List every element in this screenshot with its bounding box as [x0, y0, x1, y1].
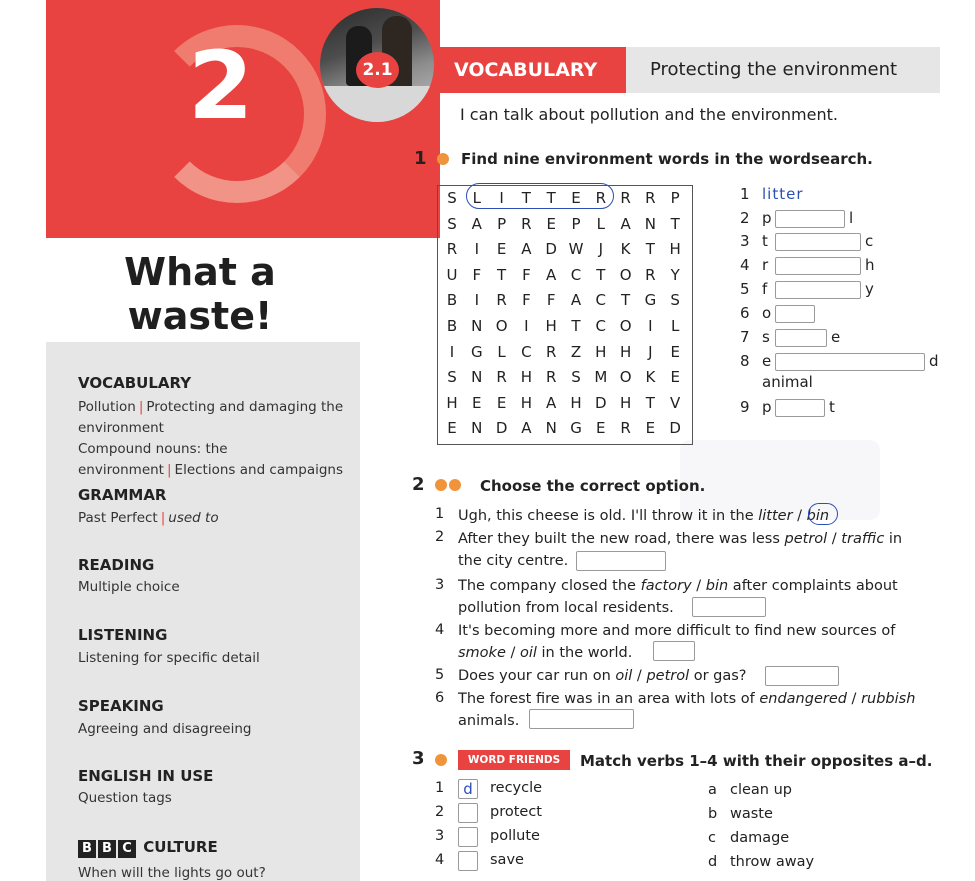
wordsearch-cell[interactable]: S — [571, 368, 581, 387]
wordsearch-cell[interactable]: N — [471, 419, 483, 438]
ex1-answer-start: e — [762, 352, 772, 370]
wordsearch-cell[interactable]: C — [570, 265, 582, 284]
wordsearch-cell[interactable]: M — [594, 368, 608, 387]
wordsearch-cell[interactable]: F — [472, 265, 482, 284]
wordsearch-cell[interactable]: I — [648, 317, 653, 335]
wordsearch-cell[interactable]: B — [446, 317, 458, 335]
photo-table — [320, 86, 434, 122]
ex3-verb-number: 3 — [435, 828, 445, 844]
wordsearch-cell[interactable]: R — [496, 368, 507, 387]
ex1-number: 1 — [414, 148, 427, 169]
wordsearch-cell[interactable]: A — [620, 214, 631, 233]
wordsearch-cell[interactable]: T — [645, 393, 655, 412]
wordsearch-cell[interactable]: P — [497, 214, 507, 233]
ex1-answer-number: 7 — [740, 328, 750, 346]
wordsearch-cell[interactable]: N — [471, 368, 483, 387]
ex1-answer-start: s — [762, 328, 770, 346]
wordsearch-cell[interactable]: L — [472, 189, 481, 207]
contents-vocab-item: Pollution — [78, 399, 136, 415]
wordsearch-cell[interactable]: L — [497, 342, 506, 361]
wordsearch-cell[interactable]: D — [495, 419, 508, 438]
wordsearch-cell[interactable]: H — [446, 393, 458, 412]
ex3-verb: pollute — [490, 828, 540, 844]
ex1-answer-end: d — [929, 352, 939, 370]
ex2-answer-box[interactable] — [653, 641, 695, 661]
ex1-answer-number: 8 — [740, 352, 750, 370]
ex2-answer-box[interactable] — [692, 597, 766, 617]
bbc-logo-b1: B — [78, 840, 96, 858]
ex1-answer-number: 1 — [740, 185, 750, 203]
ex1-answer-start: t — [762, 232, 768, 250]
ex2-answer-box[interactable] — [576, 551, 666, 571]
ex1-answer-box[interactable] — [775, 233, 861, 251]
ex3-verb: save — [490, 852, 524, 868]
wordsearch-cell[interactable]: I — [474, 291, 480, 310]
wordsearch-cell[interactable]: L — [671, 317, 680, 335]
wordsearch-cell[interactable]: L — [596, 214, 605, 233]
ex3-opposite: throw away — [730, 854, 815, 870]
difficulty-dot — [449, 479, 461, 491]
wordsearch-cell[interactable]: I — [474, 240, 480, 259]
wordsearch-cell[interactable]: H — [619, 342, 632, 361]
contents-grammar-sub — [78, 508, 348, 529]
ex3-verb: recycle — [490, 780, 543, 796]
ex1-answer-number: 2 — [740, 209, 750, 227]
wordsearch-cell[interactable]: S — [447, 368, 457, 387]
wordsearch-cell[interactable]: R — [545, 368, 557, 387]
wordsearch-cell[interactable]: K — [620, 240, 631, 259]
wordsearch-cell[interactable]: R — [446, 240, 458, 259]
wordsearch-cell[interactable]: R — [620, 419, 631, 438]
ex3-opposite-letter: a — [708, 782, 717, 798]
wordsearch-cell[interactable]: C — [595, 317, 607, 335]
ex1-answer-box[interactable] — [775, 210, 845, 228]
wordsearch-cell[interactable]: A — [521, 240, 532, 259]
ex2-answer-box[interactable] — [765, 666, 839, 686]
ex1-answer-box[interactable] — [775, 305, 815, 323]
wordsearch-cell[interactable]: O — [495, 317, 508, 335]
wordsearch-cell[interactable]: E — [645, 419, 656, 438]
difficulty-dot — [435, 479, 447, 491]
ex3-opposite-letter: d — [708, 854, 718, 870]
wordsearch-cell[interactable]: N — [545, 419, 557, 438]
ex1-answer-box[interactable] — [775, 329, 827, 347]
ex2-sentence: Ugh, this cheese is old. I'll throw it in the litter / bin — [458, 508, 830, 524]
ex2-item-number: 4 — [435, 622, 445, 638]
ex3-opposite-letter: b — [708, 806, 718, 822]
contents-english-in-use-head: ENGLISH IN USE — [78, 767, 214, 785]
wordsearch-cell[interactable]: I — [449, 342, 455, 361]
contents-vocab-item: Protecting and damaging the environment — [78, 399, 344, 436]
wordsearch-cell[interactable]: T — [546, 189, 556, 207]
wordsearch-cell[interactable]: A — [471, 214, 482, 233]
wordsearch-cell[interactable]: A — [546, 393, 557, 412]
ex1-answer-end: t — [829, 398, 835, 416]
wordsearch-cell[interactable]: C — [521, 342, 532, 361]
wordsearch-cell[interactable]: H — [520, 368, 533, 387]
wordsearch-cell[interactable]: E — [546, 214, 556, 233]
ex2-item-number: 2 — [435, 529, 445, 545]
wordsearch-cell[interactable]: F — [522, 265, 531, 284]
wordsearch-cell[interactable]: A — [546, 265, 557, 284]
ex3-opposite-letter: c — [708, 830, 716, 846]
ex1-answer-number: 4 — [740, 256, 750, 274]
wordsearch-cell[interactable]: R — [521, 214, 532, 233]
unit-title-line2: waste! — [127, 294, 273, 338]
wordsearch-cell[interactable]: O — [619, 265, 632, 284]
wordsearch-cell[interactable]: T — [670, 214, 680, 233]
ex3-opposite: clean up — [730, 782, 793, 798]
ex1-answer-number: 6 — [740, 304, 750, 322]
wordsearch-cell[interactable]: A — [570, 291, 582, 310]
ex1-answer-box[interactable] — [775, 257, 861, 275]
ex1-answer-box[interactable] — [775, 399, 825, 417]
wordsearch-cell[interactable]: G — [470, 342, 483, 361]
topic-tab: Protecting the environment — [626, 47, 940, 93]
word-friends-tag: WORD FRIENDS — [458, 750, 570, 770]
wordsearch-cell[interactable]: G — [570, 419, 582, 438]
wordsearch-cell[interactable]: W — [568, 240, 584, 259]
ex3-verb-number: 4 — [435, 852, 445, 868]
unit-number: 2 — [188, 32, 254, 141]
wordsearch-cell[interactable]: I — [524, 317, 529, 335]
wordsearch-cell[interactable]: H — [595, 342, 607, 361]
divider: | — [138, 399, 144, 415]
ex3-opposite: waste — [730, 806, 773, 822]
ex2-sentence: The forest fire was in an area with lots of endangered / rubbish animals. — [458, 691, 916, 729]
wordsearch-cell[interactable]: H — [669, 240, 681, 259]
ex3-opposite: damage — [730, 830, 790, 846]
contents-speaking-sub: Agreeing and disagreeing — [78, 721, 252, 737]
wordsearch-cell[interactable]: E — [670, 368, 680, 387]
wordsearch-cell[interactable]: N — [471, 317, 483, 335]
ex1-answer-number: 5 — [740, 280, 750, 298]
wordsearch-cell[interactable]: C — [595, 291, 607, 310]
wordsearch-cell[interactable]: D — [595, 393, 607, 412]
wordsearch-cell[interactable]: H — [520, 393, 533, 412]
contents-grammar-item: used to — [168, 510, 219, 526]
ex1-answer-start: p — [762, 398, 772, 416]
lesson-badge: 2.1 — [356, 52, 399, 88]
ex1-answer-start: o — [762, 304, 772, 322]
wordsearch-cell[interactable]: T — [521, 189, 531, 207]
ex2-item-number: 6 — [435, 690, 445, 706]
wordsearch-cell[interactable]: G — [644, 291, 657, 310]
wordsearch-cell[interactable]: E — [596, 419, 606, 438]
divider: | — [160, 510, 166, 526]
contents-culture-sub: When will the lights go out? — [78, 865, 266, 881]
wordsearch-cell[interactable]: E — [447, 419, 457, 438]
difficulty-dot — [435, 754, 447, 766]
unit-title-line1: What a — [124, 250, 276, 294]
wordsearch-cell[interactable]: P — [670, 189, 680, 207]
ex2-sentence: Does your car run on oil / petrol or gas? — [458, 668, 747, 684]
wordsearch-cell[interactable]: D — [669, 419, 681, 438]
wordsearch-cell[interactable]: H — [545, 317, 557, 335]
wordsearch-cell[interactable]: T — [571, 317, 581, 335]
wordsearch-cell[interactable]: O — [619, 368, 632, 387]
ex1-answer-box[interactable] — [775, 353, 925, 371]
wordsearch-cell[interactable]: J — [598, 240, 604, 259]
wordsearch-cell[interactable]: N — [644, 214, 656, 233]
wordsearch-cell[interactable]: E — [472, 393, 482, 412]
wordsearch-cell[interactable]: R — [620, 189, 631, 207]
ex3-verb: protect — [490, 804, 542, 820]
wordsearch-cell[interactable]: R — [545, 342, 557, 361]
contents-vocab-item: Compound nouns: the environment — [78, 441, 228, 478]
ex2-sentence: After they built the new road, there was less petrol / traffic in the city centre. — [458, 531, 903, 569]
unit-title — [100, 250, 300, 338]
divider: | — [166, 462, 172, 478]
wordsearch-cell[interactable]: E — [571, 189, 581, 207]
ex1-answer-filled: litter — [762, 185, 804, 203]
contents-english-in-use-sub: Question tags — [78, 790, 172, 806]
wordsearch-cell[interactable]: E — [496, 393, 507, 412]
wordsearch-cell[interactable]: S — [670, 291, 680, 310]
wordsearch-cell[interactable]: T — [497, 265, 507, 284]
wordsearch-cell[interactable]: H — [570, 393, 582, 412]
ex3-answer-box[interactable] — [458, 803, 478, 823]
contents-vocab-item: Elections and campaigns — [174, 462, 344, 478]
wordsearch-cell[interactable]: S — [447, 214, 457, 233]
ex3-verb-number: 1 — [435, 780, 445, 796]
section-tab: VOCABULARY — [440, 47, 630, 93]
can-do-statement: I can talk about pollution and the environment. — [460, 105, 838, 124]
wordsearch-cell[interactable]: J — [648, 342, 653, 361]
contents-grammar-item: Past Perfect — [78, 510, 158, 526]
wordsearch-cell[interactable]: T — [645, 240, 655, 259]
ex1-answer-start: r — [762, 256, 769, 274]
wordsearch-cell[interactable]: B — [446, 291, 458, 310]
ex1-answer-number: 9 — [740, 398, 750, 416]
ex2-sentence: The company closed the factory / bin after complaints about pollution from local residents. — [458, 578, 898, 616]
wordsearch-cell[interactable]: I — [499, 189, 504, 207]
ex1-answer-start: p — [762, 209, 772, 227]
wordsearch-cell[interactable]: R — [595, 189, 607, 207]
contents-grammar-head: GRAMMAR — [78, 486, 167, 504]
ex2-sentence: It's becoming more and more difficult to find new sources of smoke / oil in the world. — [458, 623, 896, 661]
wordsearch-cell[interactable]: U — [446, 265, 458, 284]
wordsearch-cell[interactable]: Z — [570, 342, 582, 361]
ex1-answer-box[interactable] — [775, 281, 861, 299]
bbc-logo-b2: B — [98, 840, 116, 858]
ex3-number: 3 — [412, 748, 425, 769]
wordsearch-cell[interactable]: P — [571, 214, 581, 233]
wordsearch-cell[interactable]: E — [670, 342, 680, 361]
wordsearch-cell[interactable]: V — [670, 393, 681, 412]
wordsearch-cell[interactable]: D — [545, 240, 557, 259]
wordsearch-cell[interactable]: A — [521, 419, 532, 438]
wordsearch-cell[interactable]: K — [645, 368, 656, 387]
wordsearch-cell[interactable]: O — [619, 317, 632, 335]
ex1-instruction: Find nine environment words in the wordsearch. — [461, 150, 873, 168]
ex3-verb-number: 2 — [435, 804, 445, 820]
bbc-logo-c: C — [118, 840, 136, 858]
ex3-answer-box[interactable] — [458, 851, 478, 871]
contents-listening-head: LISTENING — [78, 626, 168, 644]
contents-vocabulary-head: VOCABULARY — [78, 374, 192, 392]
contents-listening-sub: Listening for specific detail — [78, 650, 260, 666]
ex1-answer-end: h — [865, 256, 875, 274]
ex2-instruction: Choose the correct option. — [480, 477, 706, 495]
wordsearch-cell[interactable]: Y — [670, 265, 680, 284]
wordsearch-cell[interactable]: H — [619, 393, 632, 412]
ex3-answer-box[interactable]: d — [458, 779, 478, 799]
ex1-answer-end: l — [849, 209, 854, 227]
ex2-item-number: 1 — [435, 506, 445, 522]
wordsearch-cell[interactable]: R — [645, 265, 656, 284]
difficulty-dot — [437, 153, 449, 165]
wordsearch-cell[interactable]: T — [596, 265, 606, 284]
wordsearch-cell[interactable]: R — [645, 189, 656, 207]
contents-speaking-head: SPEAKING — [78, 697, 164, 715]
wordsearch-cell[interactable]: S — [447, 189, 457, 207]
ex3-instruction: Match verbs 1–4 with their opposites a–d. — [580, 752, 933, 770]
contents-reading-head: READING — [78, 556, 155, 574]
ex2-number: 2 — [412, 474, 425, 495]
bin-circle — [808, 503, 838, 525]
ex3-answer-box[interactable] — [458, 827, 478, 847]
ex2-item-number: 3 — [435, 577, 445, 593]
ex1-answer-end: e — [831, 328, 841, 346]
wordsearch-cell[interactable]: E — [496, 240, 507, 259]
contents-culture-head — [78, 838, 218, 858]
wordsearch-cell[interactable]: F — [546, 291, 556, 310]
ex2-item-number: 5 — [435, 667, 445, 683]
ex2-answer-box[interactable] — [529, 709, 634, 729]
ex1-answer-end: c — [865, 232, 874, 250]
ex1-answer-number: 3 — [740, 232, 750, 250]
culture-label: CULTURE — [143, 838, 218, 856]
ex1-answer-extra: animal — [762, 373, 813, 391]
ex1-answer-start: f — [762, 280, 768, 298]
wordsearch-cell[interactable]: T — [621, 291, 631, 310]
contents-reading-sub: Multiple choice — [78, 579, 180, 595]
wordsearch-cell[interactable]: F — [522, 291, 531, 310]
wordsearch-cell[interactable]: R — [496, 291, 507, 310]
ex1-answer-end: y — [865, 280, 874, 298]
contents-vocabulary-sub — [78, 397, 348, 481]
